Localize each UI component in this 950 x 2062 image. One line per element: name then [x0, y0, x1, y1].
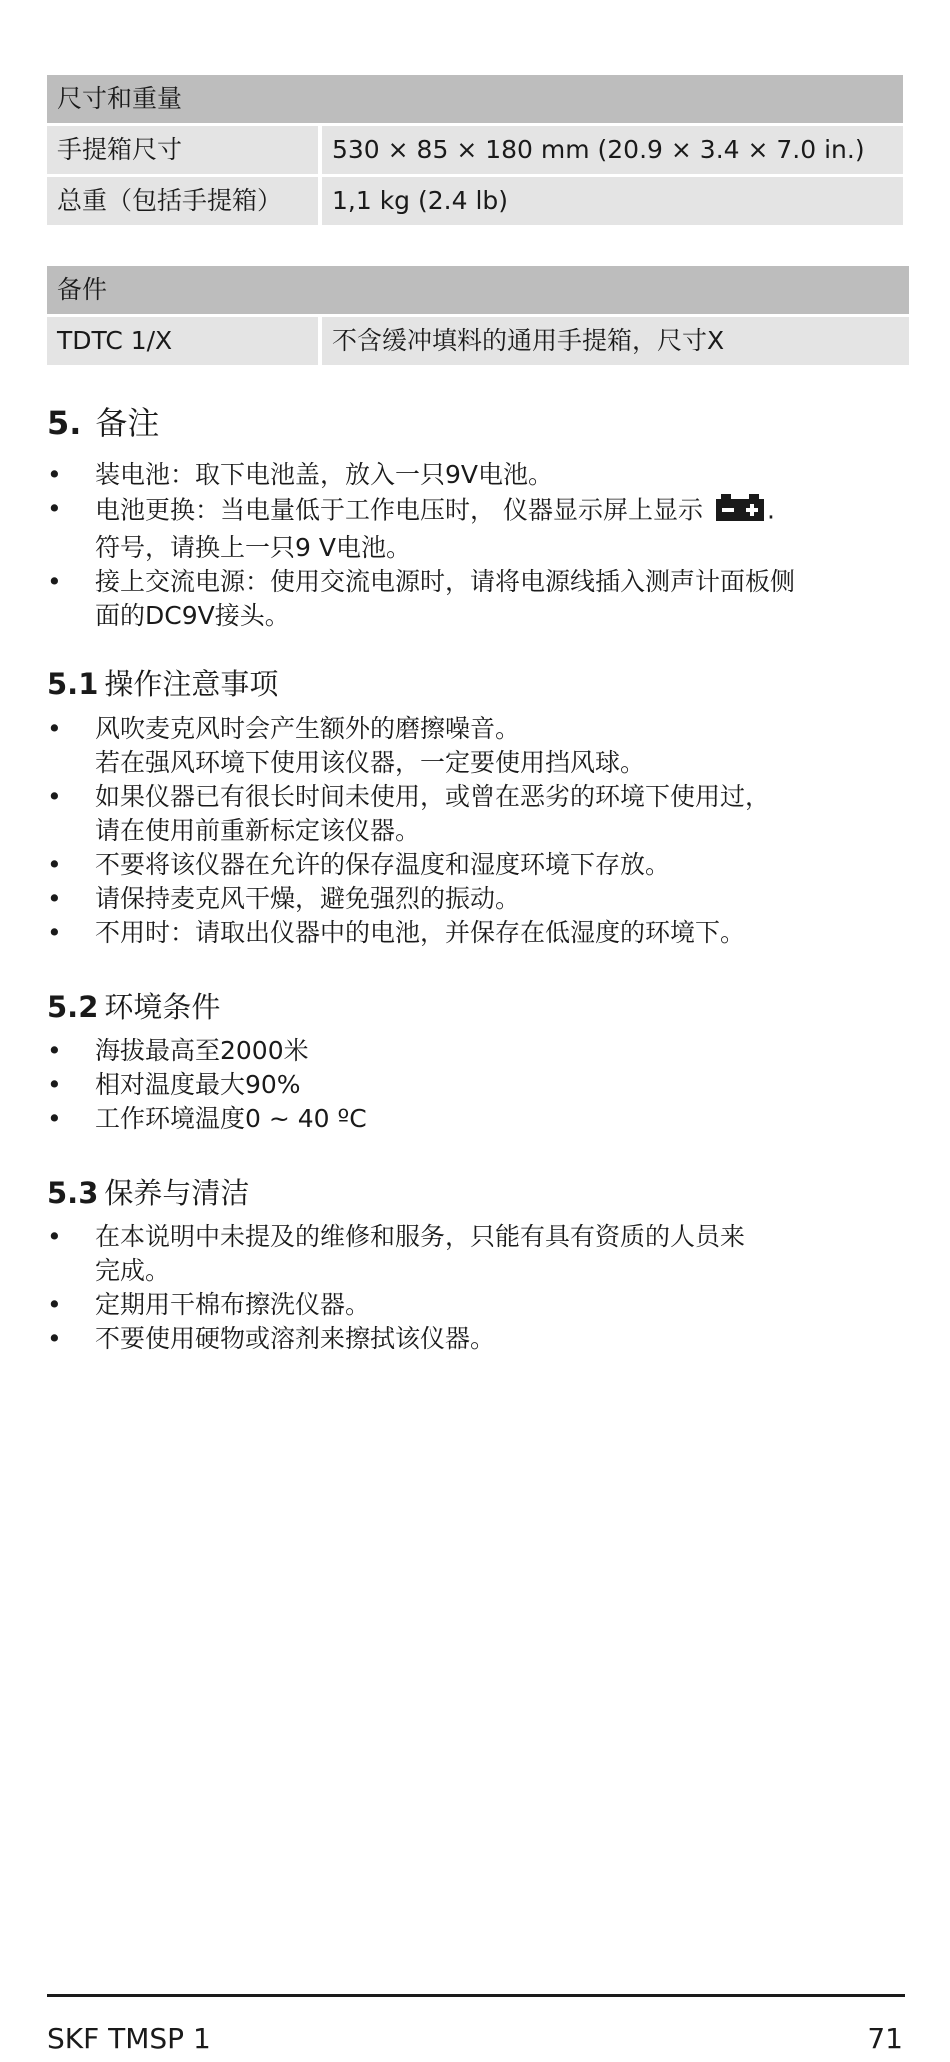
item-text: 如果仪器已有很长时间未使用，或曾在恶劣的环境下使用过，	[95, 782, 771, 811]
list-item	[47, 492, 907, 565]
section-number: 5.	[47, 404, 82, 442]
list-item	[47, 848, 907, 882]
table-cell-label: TDTC 1/X	[47, 317, 318, 365]
list-item	[47, 1068, 907, 1102]
table-header: 尺寸和重量	[47, 75, 903, 123]
list-item	[47, 565, 907, 633]
item-text: 在本说明中未提及的维修和服务，只能有具有资质的人员来	[95, 1222, 746, 1251]
bullet: •	[47, 714, 62, 743]
item-text: 相对温度最大90%	[95, 1070, 301, 1099]
subsection-number: 5.2	[47, 990, 99, 1024]
item-text: 不用时：请取出仪器中的电池，并保存在低湿度的环境下。	[95, 918, 746, 947]
bullet-list	[47, 712, 907, 950]
bullet: •	[47, 567, 62, 596]
item-text: 不要使用硬物或溶剂来擦拭该仪器。	[95, 1324, 496, 1353]
bullet: •	[47, 1036, 62, 1065]
bullet: •	[47, 1070, 62, 1099]
item-text: 接上交流电源：使用交流电源时，请将电源线插入测声计面板侧	[95, 567, 796, 596]
item-text: 工作环境温度0 ~ 40 ºC	[95, 1104, 367, 1133]
subsection-heading	[47, 985, 220, 1026]
list-item	[47, 1322, 907, 1356]
battery-icon	[715, 492, 767, 531]
bullet: •	[47, 494, 62, 523]
bullet: •	[47, 884, 62, 913]
table-cell-value: 530 × 85 × 180 mm (20.9 × 3.4 × 7.0 in.)	[322, 126, 903, 174]
bullet-list	[47, 1034, 907, 1136]
list-item	[47, 712, 907, 780]
item-text: 完成。	[95, 1256, 171, 1285]
bullet: •	[47, 1324, 62, 1353]
subsection-heading	[47, 662, 278, 703]
table-header: 备件	[47, 266, 909, 314]
subsection-number: 5.1	[47, 667, 99, 701]
bullet-list	[47, 458, 907, 633]
dimensions-weight-table	[47, 75, 903, 225]
bullet: •	[47, 918, 62, 947]
subsection-heading	[47, 1171, 249, 1212]
section-heading	[47, 398, 159, 444]
item-text: 定期用干棉布擦洗仪器。	[95, 1290, 371, 1319]
bullet: •	[47, 850, 62, 879]
subsection-title: 环境条件	[104, 990, 221, 1024]
item-text: 海拔最高至2000米	[95, 1036, 309, 1065]
item-text: 请保持麦克风干燥，避免强烈的振动。	[95, 884, 521, 913]
list-item	[47, 1220, 907, 1288]
bullet: •	[47, 782, 62, 811]
accessories-table	[47, 266, 909, 366]
item-text: 电池更换：当电量低于工作电压时， 仪器显示屏上显示	[95, 495, 703, 525]
item-text: 请在使用前重新标定该仪器。	[95, 816, 421, 845]
table-row	[47, 126, 903, 174]
page-number: 71	[867, 2022, 903, 2055]
icon-suffix: .	[766, 495, 775, 525]
list-item	[47, 1034, 907, 1068]
table-cell-value: 不含缓冲填料的通用手提箱，尺寸X	[322, 317, 909, 365]
list-item	[47, 1102, 907, 1136]
item-text: 不要将该仪器在允许的保存温度和湿度环境下存放。	[95, 850, 671, 879]
item-text: 符号，请换上一只9 V电池。	[95, 533, 411, 562]
subsection-number: 5.3	[47, 1176, 99, 1210]
subsection-title: 保养与清洁	[104, 1176, 250, 1210]
list-item	[47, 882, 907, 916]
table-cell-label: 手提箱尺寸	[47, 126, 318, 174]
section-title: 备注	[95, 404, 160, 442]
list-item	[47, 1288, 907, 1322]
table-row	[47, 317, 909, 365]
table-cell-value: 1,1 kg (2.4 lb)	[322, 177, 903, 225]
subsection-title: 操作注意事项	[104, 667, 279, 701]
bullet: •	[47, 1222, 62, 1251]
item-text: 面的DC9V接头。	[95, 601, 290, 630]
item-text: 若在强风环境下使用该仪器，一定要使用挡风球。	[95, 748, 646, 777]
list-item	[47, 780, 907, 848]
list-item	[47, 916, 907, 950]
table-row	[47, 177, 903, 225]
bullet: •	[47, 1104, 62, 1133]
bullet: •	[47, 460, 62, 489]
bullet-list	[47, 1220, 907, 1356]
footer-product-name: SKF TMSP 1	[47, 2022, 211, 2055]
item-text: 风吹麦克风时会产生额外的磨擦噪音。	[95, 714, 521, 743]
bullet: •	[47, 1290, 62, 1319]
table-cell-label: 总重（包括手提箱）	[47, 177, 318, 225]
list-item	[47, 458, 907, 492]
item-text: 装电池：取下电池盖，放入一只9V电池。	[95, 460, 554, 489]
footer-divider	[47, 1994, 905, 1997]
